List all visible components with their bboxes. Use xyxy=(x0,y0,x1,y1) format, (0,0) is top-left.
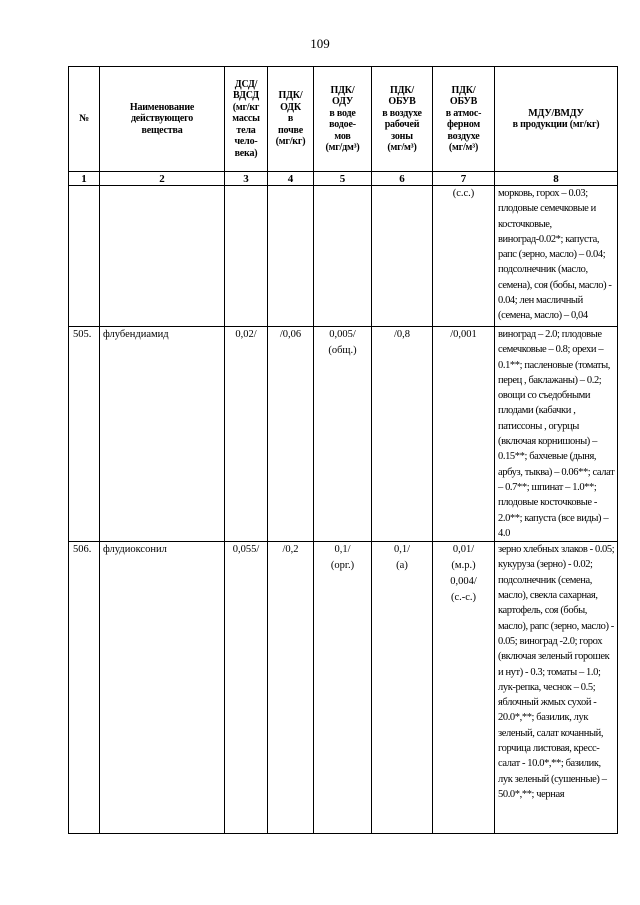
substance-name xyxy=(100,186,225,327)
column-number: 3 xyxy=(225,172,268,186)
header-substance-name: Наименование действующего вещества xyxy=(100,67,225,172)
substance-name: флудиоксонил xyxy=(100,542,225,834)
work-air-limit-value xyxy=(372,186,433,327)
column-number: 6 xyxy=(372,172,433,186)
product-mrl-text: зерно хлебных злаков - 0.05; кукуруза (зерно) - 0.02; подсолнечник (семена, масло), свекла сахарная, картофель, соя (бобы, масло), рапс (зерно, масло) - 0.05; виноград -2.0; горох (включая зеленый горошек и нут) - 0.3; томаты – 1.0; лук-репка, чеснок – 0.5; яблочный жмых сухой - 20.0*,**; базилик, лук зеленый, салат кочанный, горчица листовая, кресс-салат - 10.0*,**; базилик, лук зеленый (сушенные) – 50.0*,**; черная xyxy=(495,542,618,834)
column-number: 7 xyxy=(433,172,495,186)
dsd-value: 0,055/ xyxy=(225,542,268,834)
table-row-506 xyxy=(69,542,618,834)
header-soil-limit: ПДК/ ОДК в почве (мг/кг) xyxy=(268,67,314,172)
table-row-continuation xyxy=(69,186,618,327)
soil-limit-value: /0,06 xyxy=(268,327,314,542)
row-number: 506. xyxy=(69,542,100,834)
row-number xyxy=(69,186,100,327)
header-water-limit: ПДК/ ОДУ в воде водое- мов (мг/дм³) xyxy=(314,67,372,172)
soil-limit-value: /0,2 xyxy=(268,542,314,834)
page-number: 109 xyxy=(310,36,330,51)
atmospheric-air-limit-value: (с.с.) xyxy=(433,186,495,327)
atmospheric-air-limit-value: 0,01/ (м.р.) 0,004/ (с.-с.) xyxy=(433,542,495,834)
column-number-row xyxy=(69,172,618,186)
column-number: 8 xyxy=(495,172,618,186)
column-number: 1 xyxy=(69,172,100,186)
column-number: 5 xyxy=(314,172,372,186)
work-air-limit-value: /0,8 xyxy=(372,327,433,542)
column-number: 2 xyxy=(100,172,225,186)
header-work-air-limit: ПДК/ ОБУВ в воздухе рабочей зоны (мг/м³) xyxy=(372,67,433,172)
header-atmospheric-air-limit: ПДК/ ОБУВ в атмос- ферном воздухе (мг/м³) xyxy=(433,67,495,172)
product-mrl-text: морковь, горох – 0.03; плодовые семечковые и косточковые, виноград-0.02*; капуста, рапс (зерно, масло) – 0.04; подсолнечник (масло, семена), соя (бобы, масло) - 0.04; лен масличный (семена, масло) – 0,04 xyxy=(495,186,618,327)
dsd-value xyxy=(225,186,268,327)
table-row-505 xyxy=(69,327,618,542)
header-dsd: ДСД/ ВДСД (мг/кг массы тела чело- века) xyxy=(225,67,268,172)
header-number: № xyxy=(69,67,100,172)
water-limit-value xyxy=(314,186,372,327)
work-air-limit-value: 0,1/ (а) xyxy=(372,542,433,834)
water-limit-value: 0,005/ (общ.) xyxy=(314,327,372,542)
substances-table xyxy=(68,66,618,834)
product-mrl-text: виноград – 2.0; плодовые семечковые – 0.8; орехи – 0.1**; пасленовые (томаты, перец , баклажаны) – 0.2; овощи со съедобными плодами (кабачки , патиссоны , огурцы (включая корнишоны) – 0.15**; бахчевые (дыня, арбуз, тыква) – 0.06**; салат – 0.7**; шпинат – 1.0**; плодовые косточковые - 2.0**; капуста (все виды) – 4.0 xyxy=(495,327,618,542)
soil-limit-value xyxy=(268,186,314,327)
substance-name: флубендиамид xyxy=(100,327,225,542)
column-number: 4 xyxy=(268,172,314,186)
row-number: 505. xyxy=(69,327,100,542)
header-row xyxy=(69,67,618,172)
atmospheric-air-limit-value: /0,001 xyxy=(433,327,495,542)
header-product-mrl: МДУ/ВМДУ в продукции (мг/кг) xyxy=(495,67,618,172)
dsd-value: 0,02/ xyxy=(225,327,268,542)
water-limit-value: 0,1/ (орг.) xyxy=(314,542,372,834)
